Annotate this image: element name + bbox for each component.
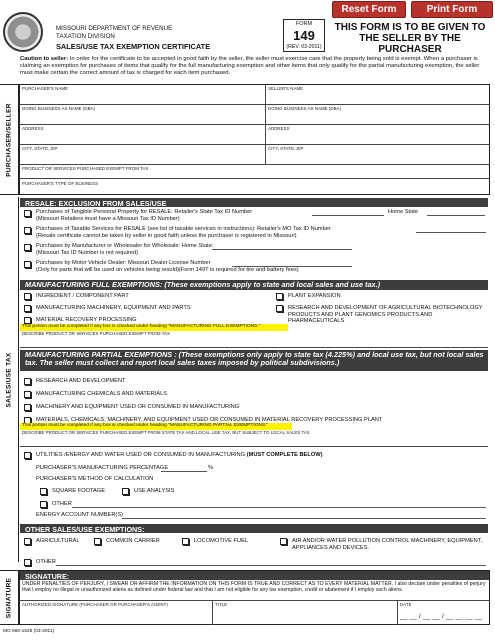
resale-services-note: (Resale certificate cannot be taken by seller in good faith unless the purchaser is registered in Missouri) <box>36 233 297 239</box>
resale-dealer-note: (Only for parts that will be used on vehicles being resold)(Form 149T is required for tire and battery fees) <box>36 267 299 273</box>
print-form-button[interactable]: Print Form <box>411 1 493 18</box>
signature-side-label: SIGNATURE <box>0 570 19 625</box>
other-exemptions-heading: OTHER SALES/USE EXEMPTIONS: <box>20 524 488 533</box>
resale-dealer-label: Purchases by Motor Vehicle Dealer: Missouri Dealer License Number <box>36 260 211 266</box>
manufacturing-percentage-label: PURCHASER'S MANUFACTURING PERCENTAGE <box>36 465 169 471</box>
square-footage-label: SQUARE FOOTAGE <box>52 488 105 494</box>
use-analysis-checkbox[interactable] <box>122 488 129 495</box>
purchaser-name-field[interactable]: PURCHASER'S NAME <box>22 86 69 91</box>
signature-date-label: DATE <box>400 602 412 607</box>
resale-services-label: Purchases of Taxable Services for RESALE (see list of taxable services in instructions): Retailer's MO Tax ID Number <box>36 226 331 232</box>
signature-heading: SIGNATURE: <box>20 571 489 580</box>
authorized-signature-field[interactable]: AUTHORIZED SIGNATURE (PURCHASER OR PURCHASER'S AGENT) <box>22 602 168 607</box>
form-number-box <box>283 19 325 52</box>
utilities-checkbox[interactable] <box>24 452 31 459</box>
partial-research-checkbox[interactable] <box>24 378 31 385</box>
resale-tangible-label: Purchases of Tangible Personal Property for RESALE: Retailer's State Tax ID Number <box>36 209 253 215</box>
partial-required-note: This portion must be completed if any box is checked under heading "MANUFACTURING PARTIAL EXEMPTIONS." <box>20 423 292 430</box>
seller-address-field[interactable]: ADDRESS <box>268 126 290 131</box>
signer-title-field[interactable]: TITLE <box>215 602 228 607</box>
products-exempt-field[interactable]: PRODUCT OR SERVICES PURCHASED EXEMPT FROM TAX <box>22 166 149 171</box>
sales-use-tax-side-label: SALES/USE TAX <box>0 197 19 562</box>
agency-name: MISSOURI DEPARTMENT OF REVENUE <box>56 25 173 32</box>
full-required-note: This portion must be completed if any box is checked under heading "MANUFACTURING FULL EXEMPTIONS." <box>20 324 288 331</box>
other-exemption-label: OTHER <box>36 559 56 565</box>
resale-wholesale-label: Purchases by Manufacturer or Wholesaler for Wholesale: Home State: <box>36 243 214 249</box>
form-number: 149 <box>293 28 315 43</box>
method-other-label: OTHER <box>52 501 72 507</box>
seller-name-field[interactable]: SELLER'S NAME <box>268 86 304 91</box>
caution-heading: Caution to seller: <box>20 56 69 62</box>
resale-wholesale-checkbox[interactable] <box>24 244 31 251</box>
full-recovery-checkbox[interactable] <box>24 317 31 324</box>
resale-heading: RESALE: EXCLUSION FROM SALES/USE <box>20 198 488 207</box>
purchaser-address-field[interactable]: ADDRESS <box>22 126 44 131</box>
form-label: FORM <box>295 21 313 27</box>
partial-chemicals-label: MANUFACTURING CHEMICALS AND MATERIALS <box>36 391 168 397</box>
business-type-field[interactable]: PURCHASER'S TYPE OF BUSINESS <box>22 181 99 186</box>
full-ingredient-checkbox[interactable] <box>24 293 31 300</box>
locomotive-fuel-label: LOCOMOTIVE FUEL <box>194 538 249 544</box>
purchaser-seller-side-label: PURCHASER/SELLER <box>0 84 19 195</box>
form-revision: (REV. 03-2011) <box>286 44 322 50</box>
signature-declaration: UNDER PENALTIES OF PERJURY, I SWEAR OR AFFIRM THE INFORMATION ON THIS FORM IS TRUE AND CORRECT AS TO EVERY MATERIAL MATTER. I also declare under penalties of perjury that I employ no illegal or unauthorized aliens as defined under federal law and that I am not eligible for any tax exemption, credit or abatement if I employ such aliens. <box>22 581 486 594</box>
use-analysis-label: USE ANALYSIS <box>134 488 175 494</box>
partial-machinery-label: MACHINERY AND EQUIPMENT USED OR CONSUMED IN MANUFACTURING <box>36 404 240 410</box>
full-describe-field[interactable]: DESCRIBE PRODUCT OR SERVICES PURCHASED EXEMPT FROM TAX <box>22 331 170 336</box>
full-research-checkbox[interactable] <box>276 305 283 312</box>
full-recovery-label: MATERIAL RECOVERY PROCESSING <box>36 317 137 323</box>
resale-services-checkbox[interactable] <box>24 227 31 234</box>
form-title: SALES/USE TAX EXEMPTION CERTIFICATE <box>56 42 211 51</box>
partial-exemptions-heading: MANUFACTURING PARTIAL EXEMPTIONS : (These exemptions only apply to state tax (4.225%) and local use tax, but not local sales tax. The seller must collect and report local sales taxes imposed by political subdivisions.) <box>20 350 488 371</box>
full-research-label: RESEARCH AND DEVELOPMENT OF AGRICULTURAL BIOTECHNOLOGY PRODUCTS AND PLANT GENOMICS PRODUCTS AND PHARMACEUTICALS <box>288 305 483 325</box>
full-machinery-label: MANUFACTURING MACHINERY, EQUIPMENT AND PARTS <box>36 305 191 311</box>
seller-dba-field[interactable]: DOING BUSINESS AS NAME (DBA) <box>268 106 342 111</box>
seller-notice: THIS FORM IS TO BE GIVEN TO THE SELLER BY THE PURCHASER <box>334 22 486 55</box>
purchaser-dba-field[interactable]: DOING BUSINESS AS NAME (DBA) <box>22 106 96 111</box>
resale-tangible-note: (Missouri Retailers must have a Missouri Tax ID Number) <box>36 216 180 222</box>
locomotive-fuel-checkbox[interactable] <box>182 538 189 545</box>
percent-sign: % <box>208 465 214 471</box>
pollution-control-label: AIR AND/OR WATER POLLUTION CONTROL MACHINERY, EQUIPMENT, APPLIANCES AND DEVICES. <box>292 538 483 551</box>
purchaser-city-field[interactable]: CITY, STATE, ZIP <box>22 146 58 151</box>
full-plant-expansion-checkbox[interactable] <box>276 293 283 300</box>
method-other-checkbox[interactable] <box>40 501 47 508</box>
signature-date-field[interactable]: __ __ / __ __ / __ __ __ __ <box>400 613 483 620</box>
form-footer-code: MO 860-1528 (03-2011) <box>3 629 55 634</box>
other-exemption-checkbox[interactable] <box>24 559 31 566</box>
partial-materials-label: MATERIALS, CHEMICALS, MACHINERY, AND EQUIPMENT USED OR CONSUMED IN MATERIAL RECOVERY PROCESSING PLANT <box>36 417 383 423</box>
caution-text: In order for the certificate to be accepted in good faith by the seller, the seller must exercise care that the property being sold is exempt. When a purchaser is claiming an exemption for purchases of items that qualify for the full manufacturing exemption and other items that only qualify for the partial manufacturing exemption, the seller must make certain the correct amount of tax is charged for each item purchased. <box>20 56 480 77</box>
full-machinery-checkbox[interactable] <box>24 305 31 312</box>
resale-wholesale-note: (Missouri Tax ID Number is not required) <box>36 250 138 256</box>
partial-machinery-checkbox[interactable] <box>24 404 31 411</box>
partial-chemicals-checkbox[interactable] <box>24 391 31 398</box>
partial-research-label: RESEARCH AND DEVELOPMENT <box>36 378 126 384</box>
square-footage-checkbox[interactable] <box>40 488 47 495</box>
energy-account-label: ENERGY ACCOUNT NUMBER(S) <box>36 512 124 518</box>
reset-form-button[interactable]: Reset Form <box>332 1 406 18</box>
state-seal-icon <box>3 12 43 52</box>
full-plant-expansion-label: PLANT EXPANSION <box>288 293 341 299</box>
resale-dealer-checkbox[interactable] <box>24 261 31 268</box>
utilities-label: UTILITIES /ENERGY AND WATER USED OR CONSUMED IN MANUFACTURING (MUST COMPLETE BELOW) <box>36 452 323 458</box>
resale-tangible-checkbox[interactable] <box>24 210 31 217</box>
common-carrier-label: COMMON CARRIER <box>106 538 160 544</box>
division-name: TAXATION DIVISION <box>56 33 115 40</box>
calculation-method-label: PURCHASER'S METHOD OF CALCULATION <box>36 476 154 482</box>
resale-home-state-label: Home State <box>388 209 419 215</box>
caution-notice <box>20 56 490 78</box>
pollution-control-checkbox[interactable] <box>280 538 287 545</box>
agricultural-checkbox[interactable] <box>24 538 31 545</box>
common-carrier-checkbox[interactable] <box>94 538 101 545</box>
full-exemptions-heading: MANUFACTURING FULL EXEMPTIONS: (These exemptions apply to state and local sales and use tax.) <box>20 280 488 290</box>
seller-city-field[interactable]: CITY, STATE, ZIP <box>268 146 304 151</box>
full-ingredient-label: INGREDIENT / COMPONENT PART <box>36 293 129 299</box>
agricultural-label: AGRICULTURAL <box>36 538 80 544</box>
partial-describe-field[interactable]: DESCRIBE PRODUCT OR SERVICES PURCHASED EXEMPT FROM STATE TAX AND LOCAL USE TAX, BUT SUBJECT TO LOCAL SALES TAX <box>22 430 310 435</box>
